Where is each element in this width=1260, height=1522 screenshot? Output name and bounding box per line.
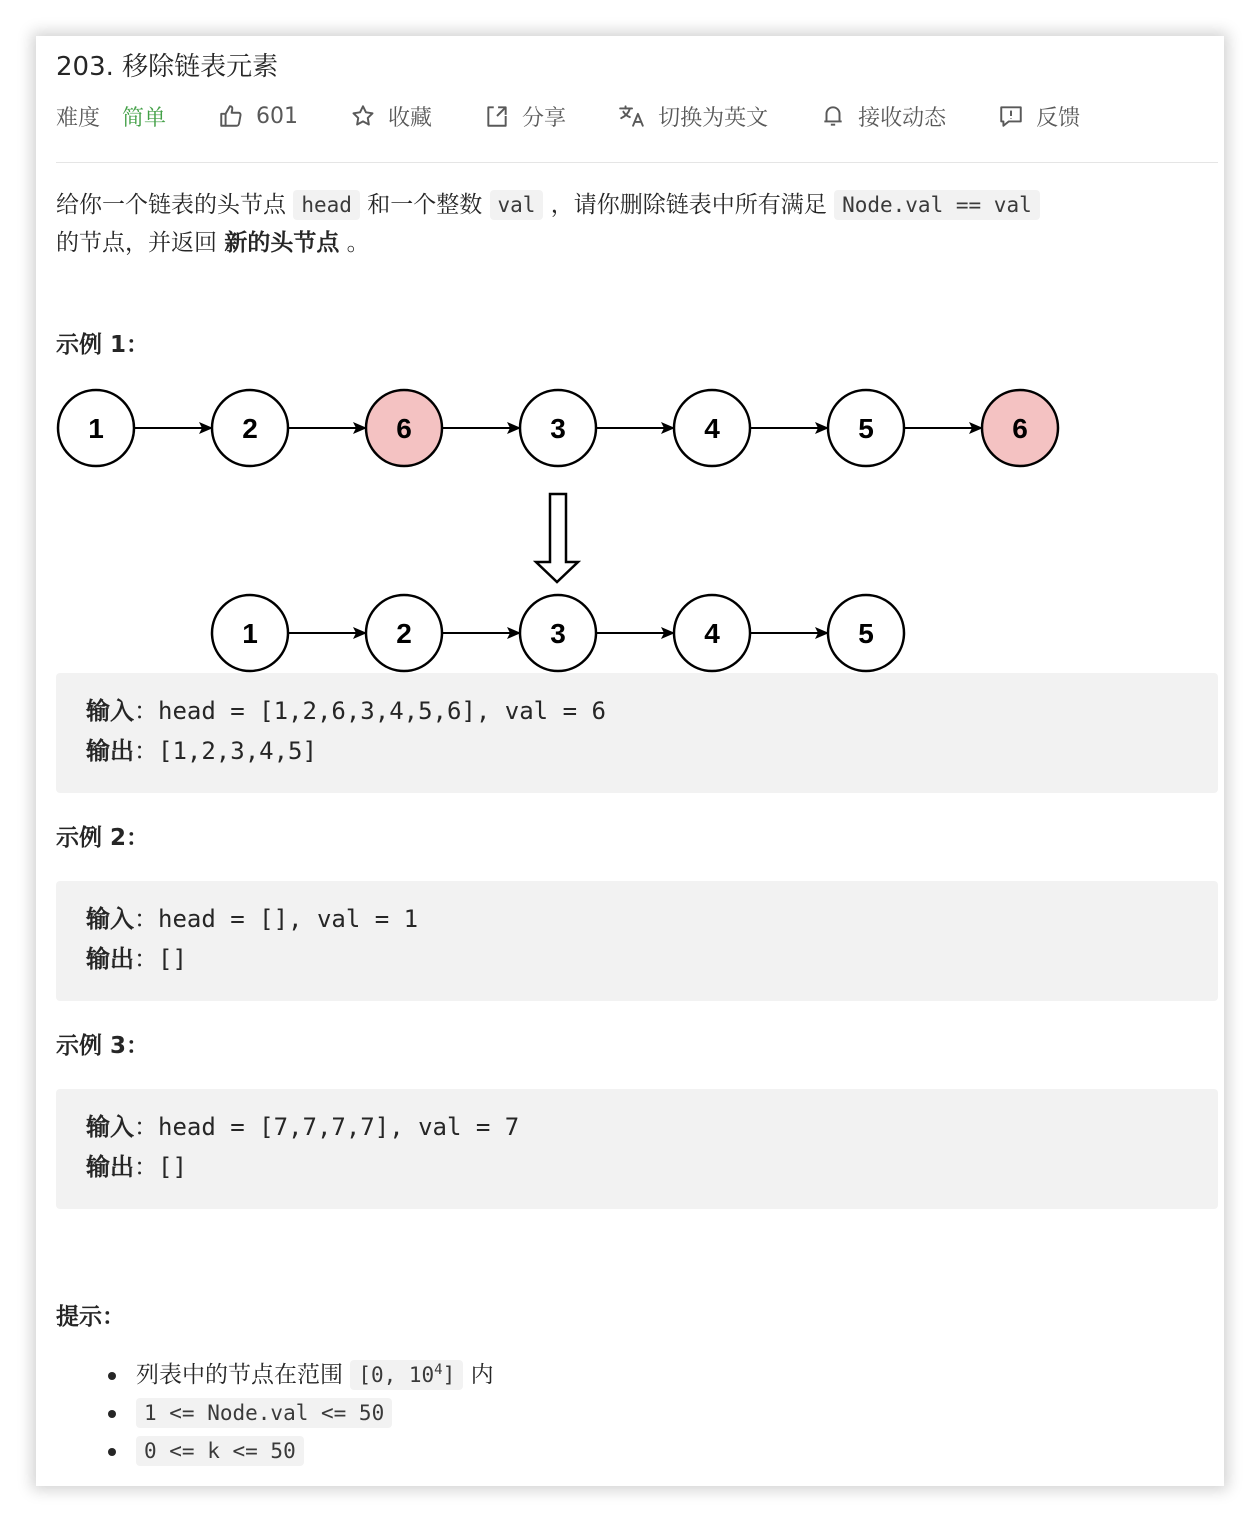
- collect-button[interactable]: [350, 101, 432, 132]
- hint-code: [350, 1360, 463, 1390]
- output-label: 输出: [86, 1153, 134, 1181]
- example-2-output: 输出：[]: [86, 945, 187, 973]
- example-3-input: 输入：head = [7,7,7,7], val = 7: [86, 1113, 520, 1141]
- share-button[interactable]: [484, 101, 566, 132]
- after-node-label: 1: [242, 618, 258, 649]
- hints-heading: 提示：: [56, 1304, 125, 1330]
- example-3-output: 输出：[]: [86, 1153, 187, 1181]
- share-icon: [484, 103, 510, 129]
- problem-title: 203. 移除链表元素: [56, 52, 279, 82]
- hint-item: [56, 1394, 1206, 1432]
- translate-icon: [618, 103, 646, 129]
- bullet: [108, 1372, 116, 1380]
- desc-bold: 新的头节点: [224, 230, 340, 256]
- hint-item: [56, 1432, 1206, 1470]
- switch-language-button[interactable]: [618, 101, 768, 132]
- hint-code: 1 <= Node.val <= 50: [136, 1398, 392, 1428]
- subscribe-button[interactable]: [820, 101, 946, 132]
- code-val: val: [490, 190, 544, 220]
- input-value: head = [1,2,6,3,4,5,6], val = 6: [158, 697, 606, 725]
- difficulty-value: 简单: [122, 105, 167, 131]
- difficulty: [56, 101, 166, 132]
- feedback-icon: [998, 103, 1024, 129]
- desc-text: ，请你删除链表中所有满足: [550, 192, 827, 218]
- hint-code-part: [0, 10: [358, 1363, 435, 1387]
- desc-text: 和一个整数: [367, 192, 483, 218]
- after-node-label: 3: [550, 618, 566, 649]
- output-label: 输出: [86, 737, 134, 765]
- star-icon: [350, 103, 376, 129]
- share-label: 分享: [522, 105, 567, 131]
- input-value: head = [7,7,7,7], val = 7: [158, 1113, 520, 1141]
- output-value: []: [158, 1153, 187, 1181]
- example-1-heading: 示例 1：: [56, 332, 150, 358]
- hint-text: 列表中的节点在范围: [136, 1362, 343, 1388]
- code-head: head: [293, 190, 360, 220]
- hint-item: [56, 1356, 1206, 1394]
- input-value: head = [], val = 1: [158, 905, 419, 933]
- before-node-label: 1: [88, 413, 104, 444]
- difficulty-label: 难度: [56, 105, 101, 131]
- code-condition: Node.val == val: [834, 190, 1040, 220]
- hints-list: [56, 1356, 1206, 1470]
- bell-icon: [820, 103, 846, 129]
- example-3-block: [56, 1089, 1218, 1209]
- output-label: 输出: [86, 945, 134, 973]
- example-1-block: [56, 673, 1218, 793]
- hint-code: 0 <= k <= 50: [136, 1436, 304, 1466]
- example-2-heading: 示例 2：: [56, 825, 150, 851]
- example-1-input: 输入：head = [1,2,6,3,4,5,6], val = 6: [86, 697, 606, 725]
- before-node-label: 6: [1012, 413, 1028, 444]
- input-label: 输入: [86, 697, 134, 725]
- after-node-label: 4: [704, 618, 720, 649]
- feedback-label: 反馈: [1036, 105, 1081, 131]
- problem-description: [56, 186, 1206, 262]
- like-count: 601: [256, 103, 299, 129]
- divider: [56, 162, 1218, 163]
- before-node-label: 5: [858, 413, 874, 444]
- input-label: 输入: [86, 1113, 134, 1141]
- transform-arrow: [536, 494, 578, 582]
- example-2-block: [56, 881, 1218, 1001]
- desc-text: 。: [346, 230, 370, 256]
- output-value: []: [158, 945, 187, 973]
- example-3-heading: 示例 3：: [56, 1033, 150, 1059]
- bullet: [108, 1448, 116, 1456]
- hint-code-sup: 4: [434, 1362, 443, 1378]
- example-1-output: 输出：[1,2,3,4,5]: [86, 737, 317, 765]
- output-value: [1,2,3,4,5]: [158, 737, 317, 765]
- desc-text: 给你一个链表的头节点: [56, 192, 286, 218]
- bullet: [108, 1410, 116, 1418]
- after-node-label: 5: [858, 618, 874, 649]
- problem-toolbar: [56, 98, 1080, 134]
- collect-label: 收藏: [388, 105, 433, 131]
- feedback-button[interactable]: [998, 101, 1080, 132]
- before-node-label: 3: [550, 413, 566, 444]
- like-button[interactable]: [218, 103, 298, 129]
- after-node-label: 2: [396, 618, 412, 649]
- linked-list-diagram: [36, 376, 1224, 676]
- problem-card: [36, 36, 1224, 1486]
- subscribe-label: 接收动态: [858, 105, 947, 131]
- input-label: 输入: [86, 905, 134, 933]
- switch-language-label: 切换为英文: [658, 105, 769, 131]
- hint-code-part: ]: [442, 1363, 456, 1387]
- hint-text: 内: [470, 1362, 494, 1388]
- before-node-label: 4: [704, 413, 720, 444]
- before-node-label: 2: [242, 413, 258, 444]
- desc-text: 的节点，并返回: [56, 230, 217, 256]
- before-node-label: 6: [396, 413, 412, 444]
- thumbs-up-icon: [218, 103, 244, 129]
- example-2-input: 输入：head = [], val = 1: [86, 905, 419, 933]
